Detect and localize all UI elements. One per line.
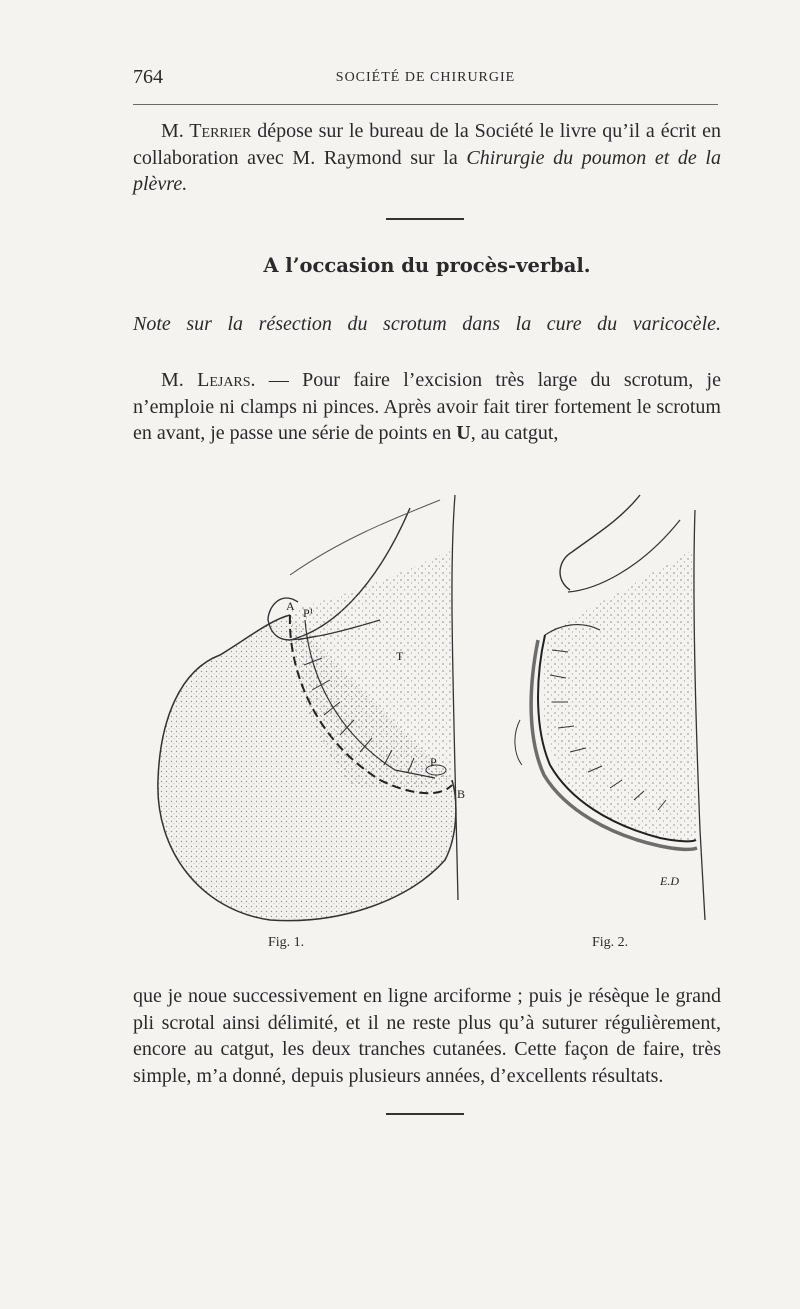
fig1-label-p: P — [430, 755, 437, 769]
header-rule — [133, 104, 718, 105]
intro-text: dépose sur le bureau de la Société le livre qu’il a écrit en collaboration avec M. Raymond sur la — [133, 120, 721, 169]
fig1-label-a: A — [286, 599, 295, 613]
figure-illustrations — [140, 480, 740, 930]
u-letter: U — [456, 422, 471, 444]
lejars-paragraph — [133, 367, 721, 447]
section-subtitle: Note sur la résection du scrotum dans la cure du varicocèle. — [133, 313, 721, 335]
fig1-label-p1: P¹ — [303, 606, 314, 620]
speaker-name: M. Lejars — [161, 369, 251, 391]
fig1-caption: Fig. 1. — [268, 935, 305, 950]
page-number: 764 — [133, 66, 163, 88]
figure-1-drawing — [158, 495, 465, 921]
section-heading: A l’occasion du procès-verbal. — [263, 254, 591, 277]
intro-end: . — [182, 173, 188, 195]
book-title: Chirurgie du poumon et de la plèvre — [133, 146, 721, 195]
page-header — [133, 62, 718, 92]
running-title: SOCIÉTÉ DE CHIRURGIE — [335, 70, 516, 85]
intro-paragraph — [133, 118, 721, 198]
speaker-name: M. Terrier — [161, 120, 252, 142]
section-divider — [386, 218, 464, 220]
paragraph-text-end: , au catgut, — [470, 422, 559, 444]
paragraph-text: . — Pour faire l’excision très large du scrotum, je n’emploie ni clamps ni pinces. Après avoir fait tirer fortement le scrotum en avant, je passe une série de points en — [133, 369, 721, 444]
closing-paragraph: que je noue successivement en ligne arciforme ; puis je résèque le grand pli scrotal ainsi délimité, et il ne reste plus qu’à suturer régulièrement, encore au catgut, les deux tranches cutanées. Cette façon de faire, très simple, m’a donné, depuis plusieurs années, d’excellents résultats. — [133, 985, 721, 1087]
fig2-caption: Fig. 2. — [592, 935, 629, 950]
figure-2-drawing — [515, 495, 705, 920]
fig1-label-b: B — [457, 787, 466, 801]
fig2-signature: E.D — [660, 874, 679, 888]
fig1-label-t: T — [396, 649, 404, 663]
figures-block — [140, 480, 740, 950]
end-divider — [386, 1113, 464, 1115]
